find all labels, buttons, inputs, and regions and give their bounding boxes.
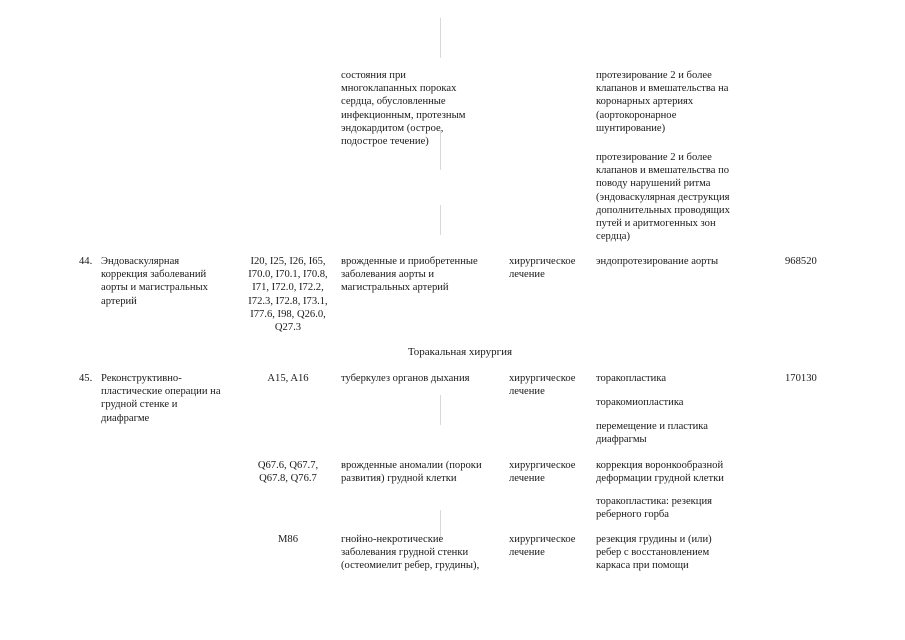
row45-group1-method-1: торакопластика bbox=[596, 373, 667, 384]
row45-group3-method-1: резекция грудины и (или) ребер с восстановлением каркаса при помощи bbox=[596, 534, 712, 572]
row45-group1-method-2: торакомиопластика bbox=[596, 397, 684, 408]
section-title: Торакальная хирургия bbox=[407, 346, 513, 358]
top-method-2: протезирование 2 и более клапанов и вмешательства по поводу нарушений ритма (эндоваскулярная деструкция дополнительных проводящих путей и аритмогенных зон сердца) bbox=[596, 152, 730, 243]
fold-mark bbox=[440, 18, 441, 58]
row45-group2-treatment: хирургическое лечение bbox=[509, 460, 576, 485]
row44-codes: I20, I25, I26, I65, I70.0, I70.1, I70.8, I71, I72.0, I72.2, I72.3, I72.8, I73.1, I77.6, I98, Q26.0, Q27.3 bbox=[248, 256, 328, 334]
row44-diagnosis: врожденные и приобретенные заболевания аорты и магистральных артерий bbox=[341, 256, 478, 294]
top-diagnosis-tail: состояния при многоклапанных пороках сердца, обусловленные инфекционным, протезным эндокардитом (острое, подострое течение) bbox=[341, 70, 466, 148]
row45-number: 45. bbox=[79, 373, 93, 384]
row45-group2-diagnosis: врожденные аномалии (пороки развития) грудной клетки bbox=[341, 460, 482, 485]
row44-name: Эндоваскулярная коррекция заболеваний аорты и магистральных артерий bbox=[101, 256, 208, 307]
row45-group2-codes: Q67.6, Q67.7, Q67.8, Q76.7 bbox=[257, 460, 319, 485]
row44-treatment: хирургическое лечение bbox=[509, 256, 576, 281]
row45-cost: 170130 bbox=[785, 373, 817, 384]
row45-group1-codes: A15, A16 bbox=[267, 373, 309, 384]
row45-group2-method-2: торакопластика: резекция реберного горба bbox=[596, 496, 713, 521]
row44-number: 44. bbox=[79, 256, 93, 267]
fold-mark bbox=[440, 205, 441, 235]
row45-group1-diagnosis: туберкулез органов дыхания bbox=[341, 373, 470, 384]
row44-method: эндопротезирование аорты bbox=[596, 256, 719, 267]
row45-group3-codes: M86 bbox=[277, 534, 298, 545]
fold-mark bbox=[440, 395, 441, 425]
row45-group2-method-1: коррекция воронкообразной деформации грудной клетки bbox=[596, 460, 724, 485]
row45-name: Реконструктивно- пластические операции на грудной стенке и диафрагме bbox=[101, 373, 221, 424]
row45-group1-method-3: перемещение и пластика диафрагмы bbox=[596, 421, 708, 446]
top-method-1: протезирование 2 и более клапанов и вмешательства на коронарных артериях (аортокоронарное шунтирование) bbox=[596, 70, 729, 134]
row45-group3-diagnosis: гнойно-некротические заболевания грудной стенки (остеомиелит ребер, грудины), bbox=[341, 534, 480, 572]
row45-group1-treatment: хирургическое лечение bbox=[509, 373, 576, 398]
row44-cost: 968520 bbox=[785, 256, 817, 267]
row45-group3-treatment: хирургическое лечение bbox=[509, 534, 576, 559]
